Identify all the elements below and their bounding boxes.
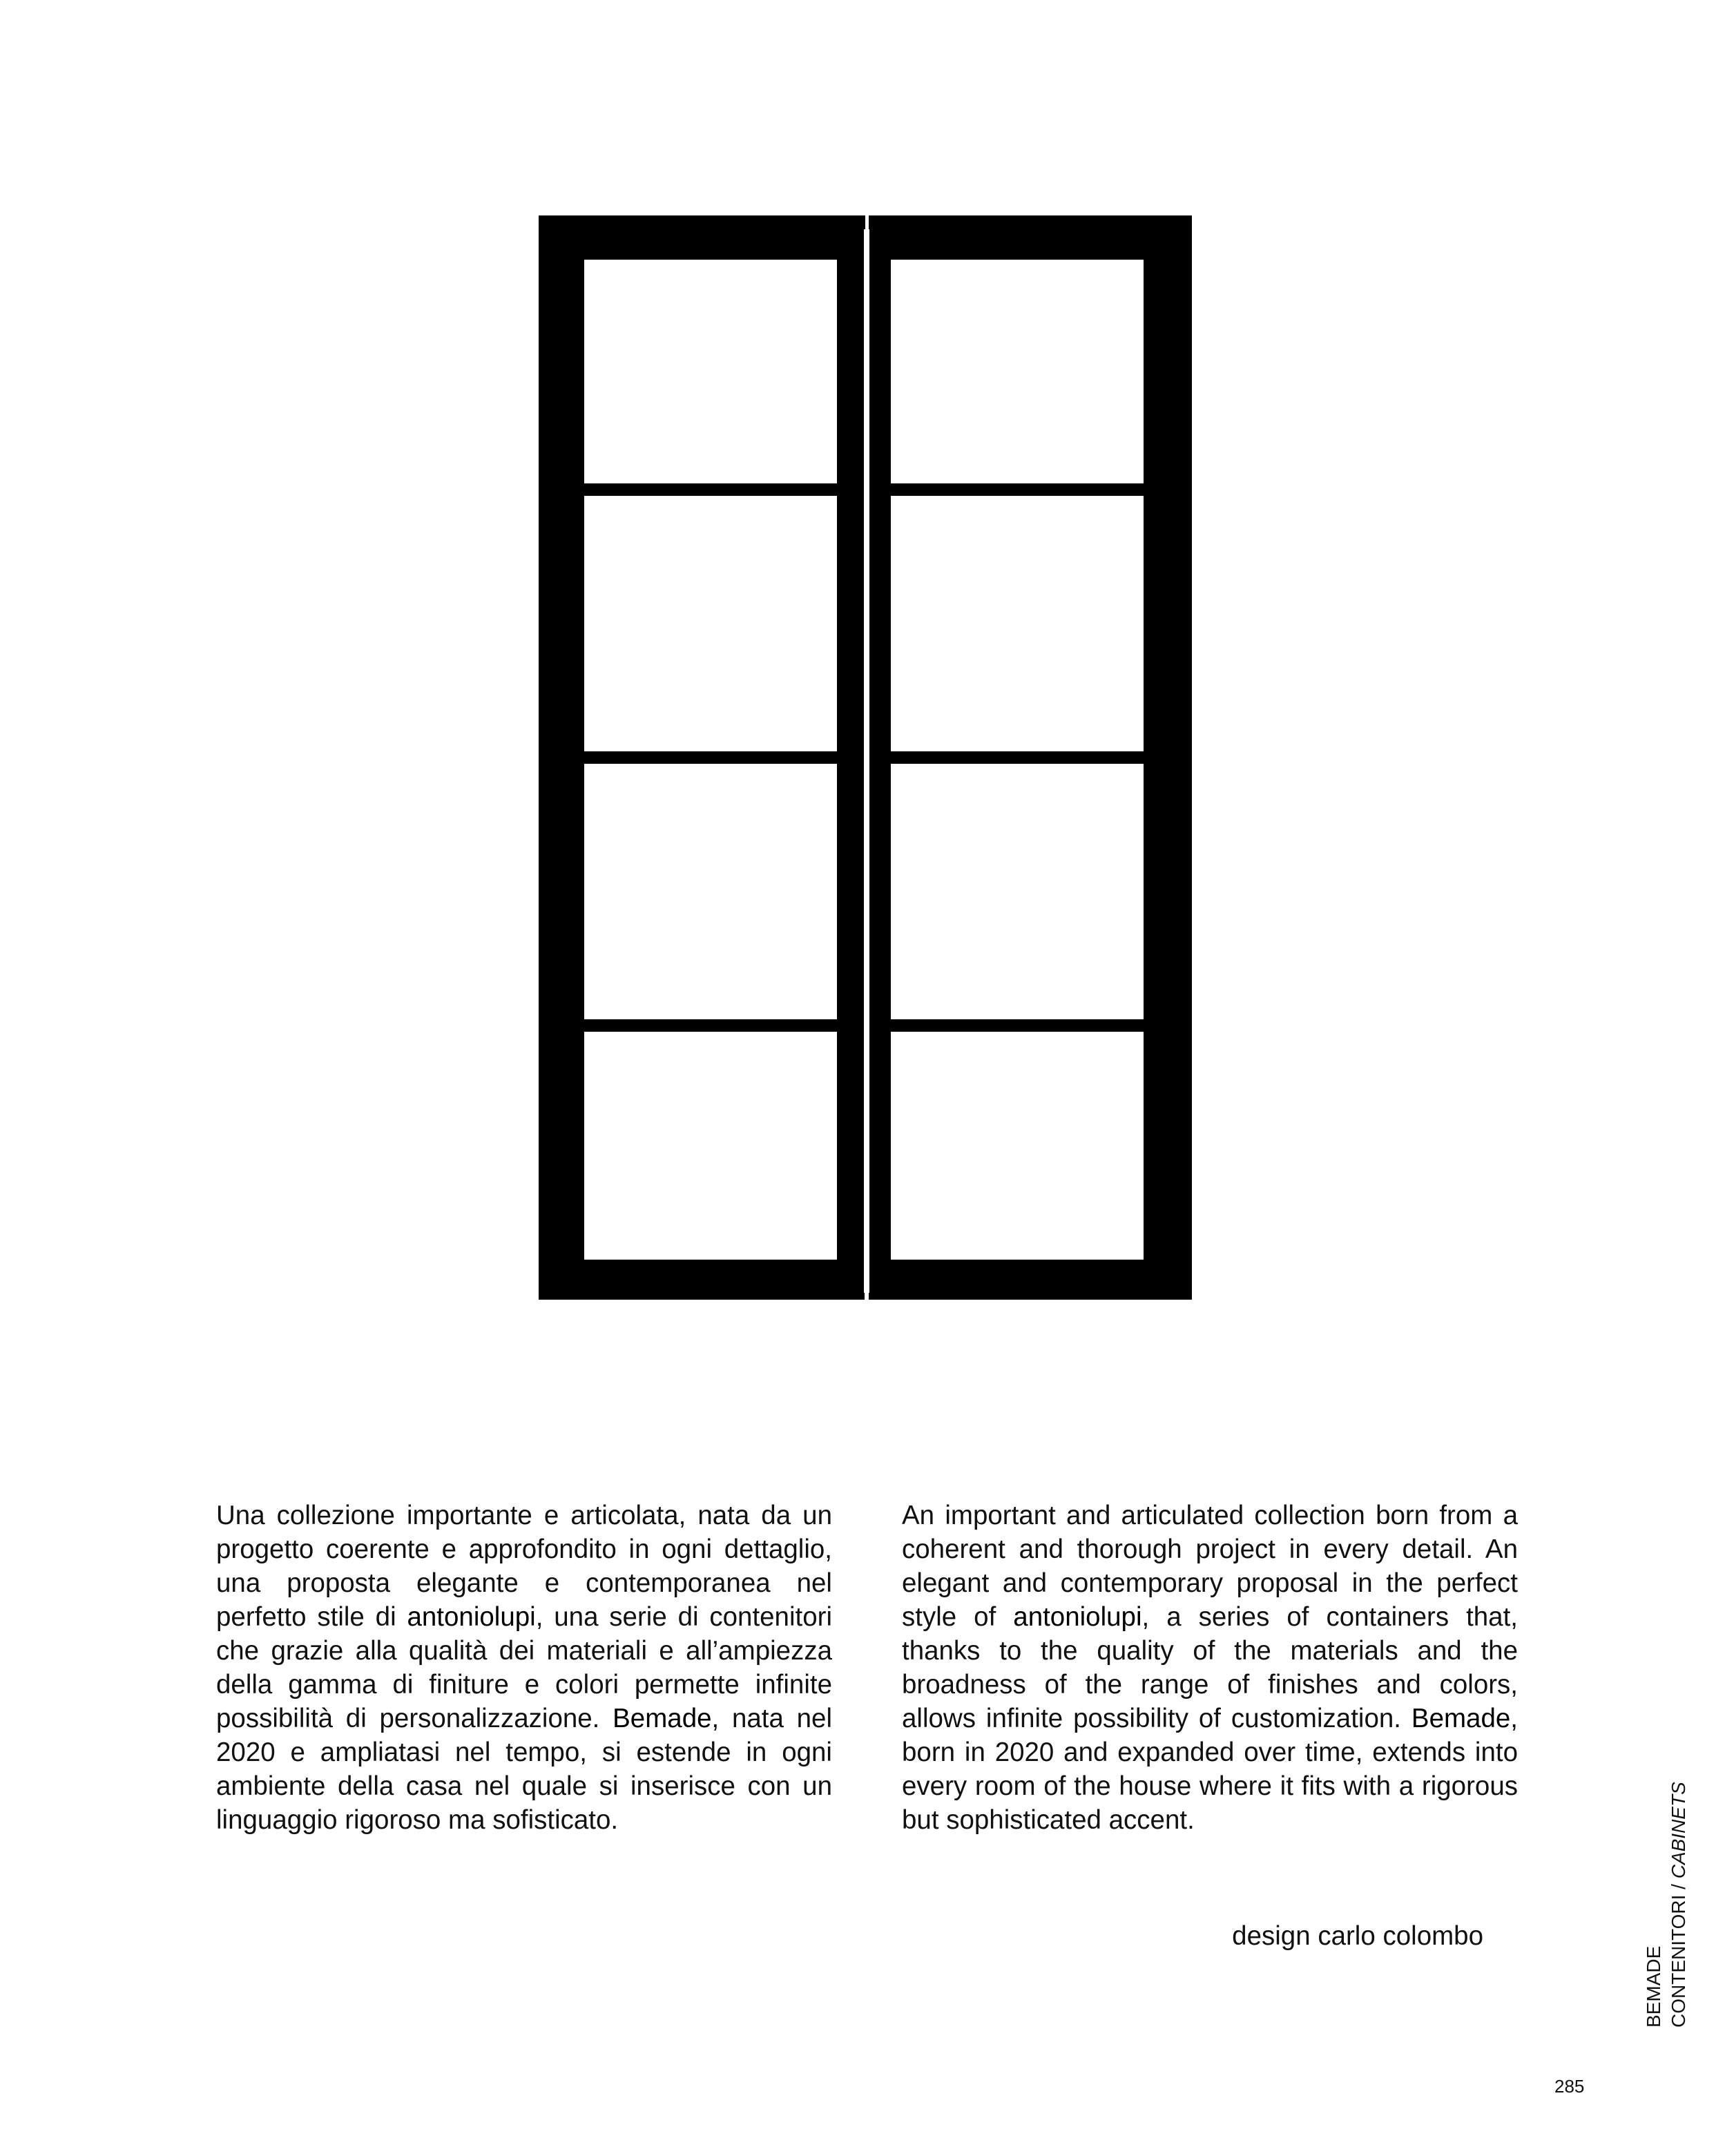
- brand-antoniolupi: antoniolupi: [407, 1602, 536, 1632]
- page-number: 285: [1554, 2076, 1585, 2097]
- italian-description: Una collezione importante e articolata, nata da un progetto coerente e approfondito in ogni dettaglio, una proposta elegante e contemporanea nel perfetto stile di antoniolupi, una serie di contenitori che grazie alla qualità dei materiali e all’ampiezza della gamma di finiture e colori permette infinite possibilità di personalizzazione. Bemade, nata nel 2020 e ampliatasi nel tempo, si estende in ogni ambiente della casa nel quale si inserisce con un linguaggio rigoroso ma sofisticato.: [216, 1501, 833, 1835]
- category-label: CONTENITORI / CABINETS: [1668, 1782, 1689, 2028]
- bemade-window-logo-icon: [539, 215, 1192, 1300]
- section-sidebar-label: [1641, 1751, 1691, 2028]
- brand-bemade: Bemade: [613, 1704, 712, 1733]
- collection-name: BEMADE: [1643, 1945, 1664, 2028]
- designer-credit: design carlo colombo: [1232, 1921, 1483, 1951]
- english-description: An important and articulated collection born from a coherent and thorough project in every detail. An elegant and contemporary proposal in the perfect style of antoniolupi, a series of containers that, thanks to the quality of the materials and the broadness of the range of finishes and colors, allows infinite possibility of customization. Bemade, born in 2020 and expanded over time, extends into every room of the house where it fits with a rigorous but sophisticated accent.: [902, 1501, 1518, 1835]
- brand-bemade: Bemade: [1411, 1704, 1511, 1733]
- designer-name: carlo colombo: [1318, 1921, 1483, 1951]
- brand-antoniolupi: antoniolupi: [1013, 1602, 1142, 1632]
